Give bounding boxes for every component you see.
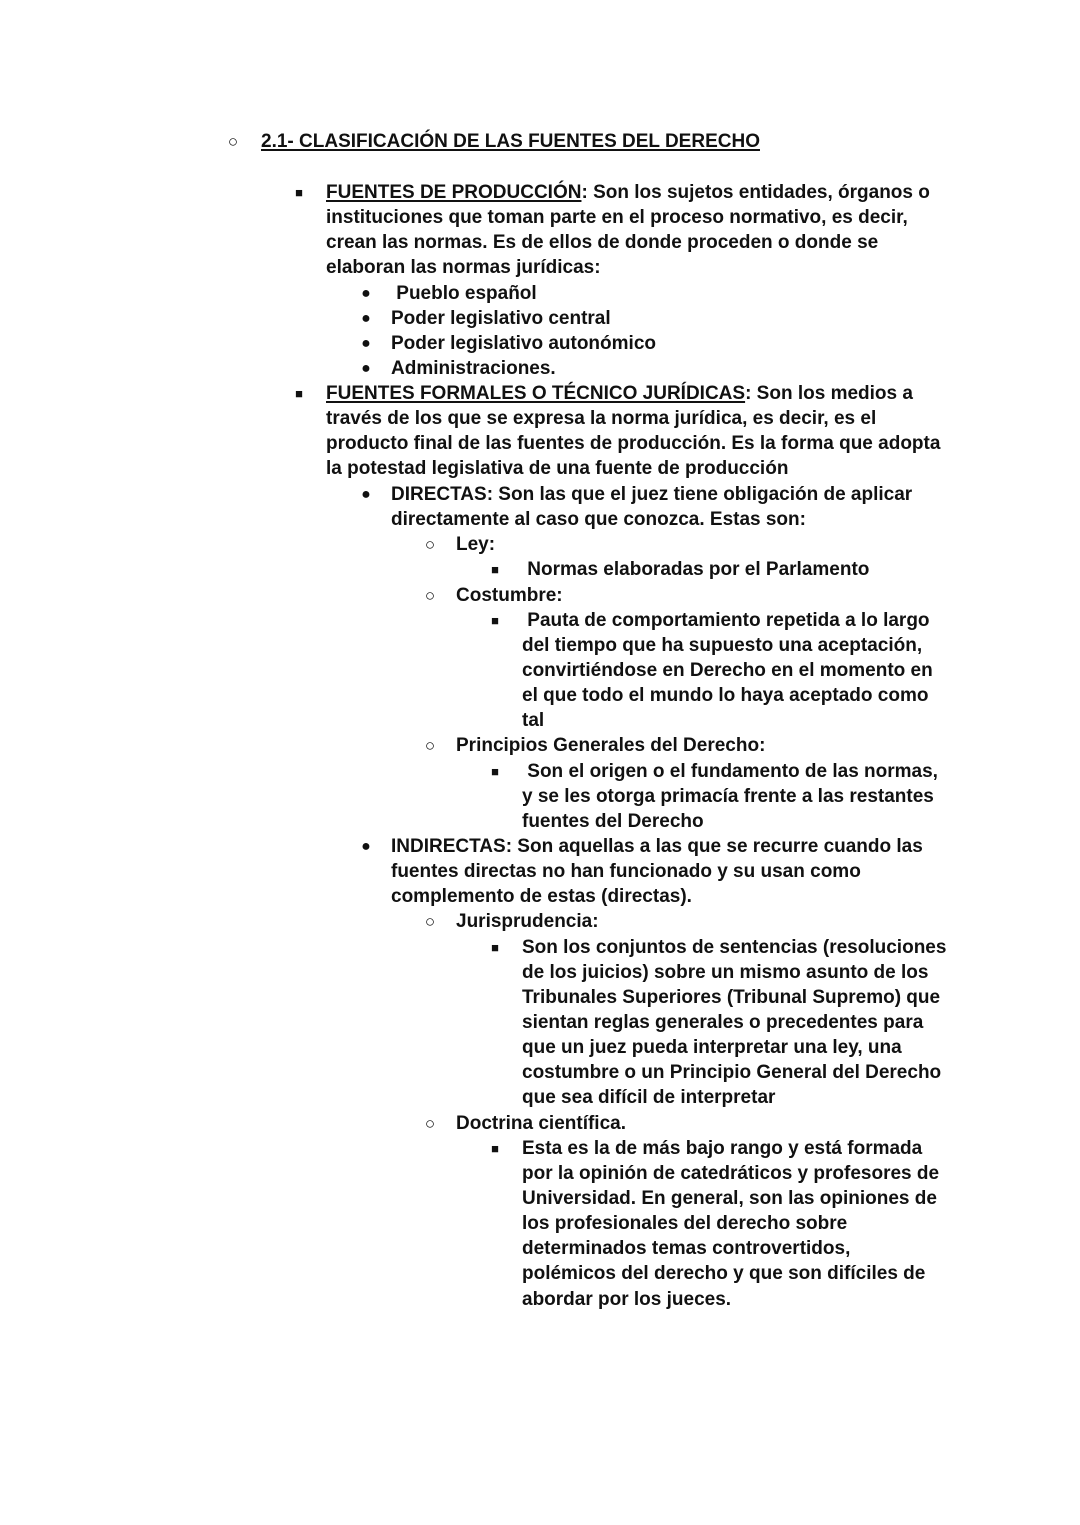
directas-line-1: DIRECTAS: Son las que el juez tiene obligación de aplicar	[391, 484, 913, 505]
doctrina-text-3: Universidad. En general, son las opiniones de	[522, 1188, 937, 1209]
heading-bullet: ○	[227, 132, 239, 151]
doctrina-sub-bullet: ■	[491, 1141, 499, 1156]
costumbre-text-1: Pauta de comportamiento repetida a lo largo	[522, 610, 930, 631]
directas-bullet: ●	[361, 486, 371, 503]
indirectas-line-2: fuentes directas no han funcionado y su usan como	[391, 861, 861, 882]
jurisprudencia-text-1: Son los conjuntos de sentencias (resoluciones	[522, 937, 947, 958]
doctrina-text-6: polémicos del derecho y que son difíciles de	[522, 1263, 926, 1284]
ley-label: Ley:	[456, 534, 496, 555]
doctrina-text-4: los profesionales del derecho sobre	[522, 1213, 848, 1234]
principios-text-2: y se les otorga primacía frente a las restantes	[522, 786, 934, 807]
indirectas-bullet: ●	[361, 838, 371, 855]
doctrina-bullet: ○	[424, 1114, 436, 1133]
principios-bullet: ○	[424, 736, 436, 755]
formales-line-3: producto final de las fuentes de producción. Es la forma que adopta	[326, 433, 941, 454]
ley-bullet: ○	[424, 535, 436, 554]
produccion-title: FUENTES DE PRODUCCIÓN	[326, 182, 582, 203]
indirectas-line-3: complemento de estas (directas).	[391, 886, 692, 907]
jurisprudencia-text-6: costumbre o un Principio General del Derecho	[522, 1062, 942, 1083]
produccion-item-bullet: ●	[361, 310, 371, 327]
produccion-line-3: crean las normas. Es de ellos de donde proceden o donde se	[326, 232, 879, 253]
indirectas-line-1: INDIRECTAS: Son aquellas a las que se recurre cuando las	[391, 836, 923, 857]
principios-text-1: Son el origen o el fundamento de las normas,	[522, 761, 938, 782]
produccion-text: : Son los sujetos entidades, órganos o	[581, 182, 930, 203]
costumbre-text-4: el que todo el mundo lo haya aceptado como	[522, 685, 929, 706]
jurisprudencia-sub-bullet: ■	[491, 940, 499, 955]
directas-line-2: directamente al caso que conozca. Estas son:	[391, 509, 806, 530]
jurisprudencia-text-2: de los juicios) sobre un mismo asunto de los	[522, 962, 929, 983]
costumbre-text-3: convirtiéndose en Derecho en el momento en	[522, 660, 933, 681]
jurisprudencia-text-7: que sea difícil de interpretar	[522, 1087, 776, 1108]
principios-text-3: fuentes del Derecho	[522, 811, 704, 832]
produccion-item-administraciones: Administraciones.	[391, 358, 556, 379]
produccion-item-bullet: ●	[361, 285, 371, 302]
ley-text-1: Normas elaboradas por el Parlamento	[522, 559, 870, 580]
jurisprudencia-bullet: ○	[424, 912, 436, 931]
ley-sub-bullet: ■	[491, 562, 499, 577]
produccion-item-bullet: ●	[361, 360, 371, 377]
formales-bullet: ■	[295, 386, 303, 401]
doctrina-text-5: determinados temas controvertidos,	[522, 1238, 851, 1259]
doctrina-text-2: por la opinión de catedráticos y profesores de	[522, 1163, 940, 1184]
principios-sub-bullet: ■	[491, 764, 499, 779]
jurisprudencia-label: Jurisprudencia:	[456, 911, 599, 932]
formales-line-4: la potestad legislativa de una fuente de producción	[326, 458, 789, 479]
formales-line-1	[326, 381, 913, 406]
produccion-line-2: instituciones que toman parte en el proceso normativo, es decir,	[326, 207, 908, 228]
produccion-item-autonomico: Poder legislativo autonómico	[391, 333, 656, 354]
produccion-item-pueblo: Pueblo español	[391, 283, 537, 304]
jurisprudencia-text-5: que un juez pueda interpretar una ley, una	[522, 1037, 902, 1058]
doctrina-text-7: abordar por los jueces.	[522, 1289, 732, 1310]
formales-text: : Son los medios a	[745, 383, 913, 404]
produccion-item-bullet: ●	[361, 335, 371, 352]
costumbre-text-2: del tiempo que ha supuesto una aceptación,	[522, 635, 923, 656]
doctrina-label: Doctrina científica.	[456, 1113, 626, 1134]
section-heading: 2.1- CLASIFICACIÓN DE LAS FUENTES DEL DERECHO	[261, 131, 760, 152]
produccion-bullet: ■	[295, 185, 303, 200]
produccion-line-1	[326, 180, 930, 205]
doctrina-text-1: Esta es la de más bajo rango y está formada	[522, 1138, 923, 1159]
costumbre-label: Costumbre:	[456, 585, 563, 606]
costumbre-text-5: tal	[522, 710, 545, 731]
produccion-line-4: elaboran las normas jurídicas:	[326, 257, 601, 278]
jurisprudencia-text-4: sientan reglas generales o precedentes para	[522, 1012, 924, 1033]
costumbre-bullet: ○	[424, 586, 436, 605]
jurisprudencia-text-3: Tribunales Superiores (Tribunal Supremo) que	[522, 987, 941, 1008]
produccion-item-central: Poder legislativo central	[391, 308, 611, 329]
formales-title: FUENTES FORMALES O TÉCNICO JURÍDICAS	[326, 383, 746, 404]
principios-label: Principios Generales del Derecho:	[456, 735, 766, 756]
costumbre-sub-bullet: ■	[491, 613, 499, 628]
formales-line-2: través de los que se expresa la norma jurídica, es decir, es el	[326, 408, 877, 429]
